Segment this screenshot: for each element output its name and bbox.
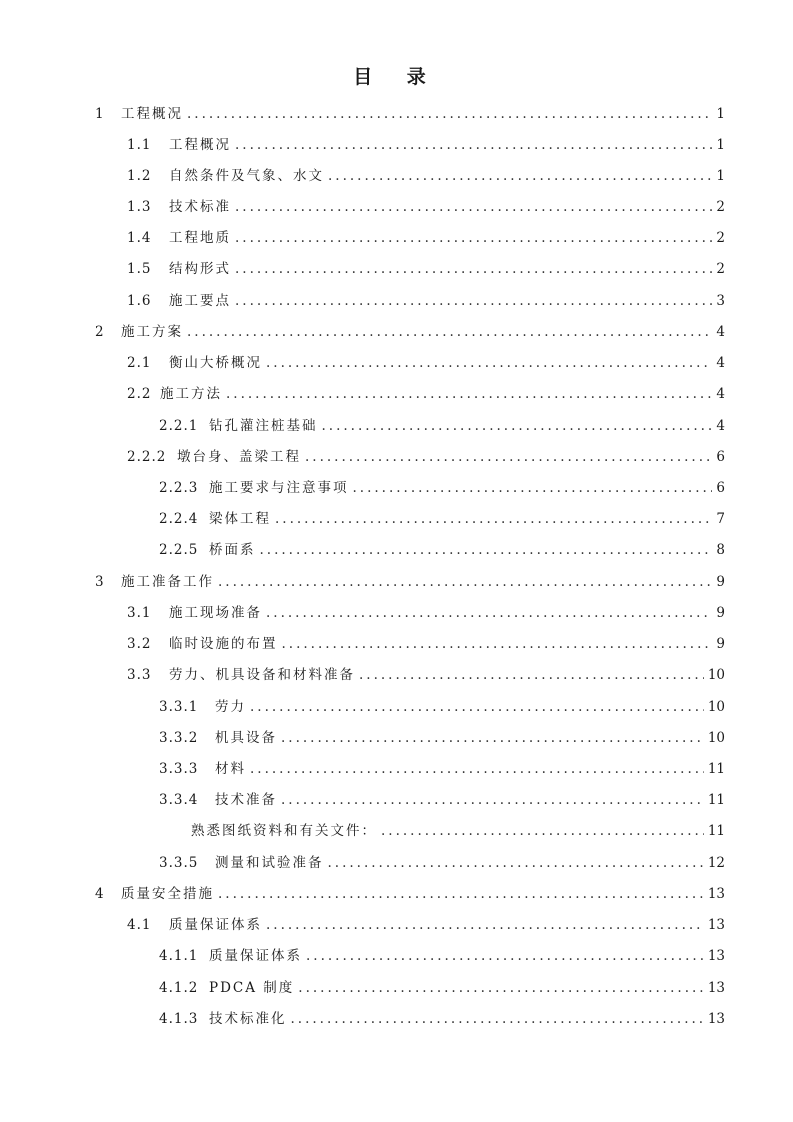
toc-entry-text: 质量安全措施	[121, 886, 214, 902]
toc-entry[interactable]	[127, 352, 725, 374]
toc-leader-dots	[218, 571, 712, 593]
toc-entry[interactable]	[159, 1008, 725, 1030]
toc-entry-text: 工程地质	[169, 230, 231, 246]
toc-entry[interactable]	[127, 134, 725, 156]
toc-entry-number: 3.3.2	[159, 730, 199, 746]
toc-entry-text: 施工现场准备	[169, 605, 262, 621]
toc-entry-text: 施工方案	[121, 324, 183, 340]
toc-entry-text: 梁体工程	[209, 511, 271, 527]
toc-entry-page: 1	[716, 168, 725, 184]
toc-entry-page: 10	[707, 699, 725, 715]
toc-entry-page: 2	[716, 230, 725, 246]
toc-entry[interactable]	[159, 945, 725, 967]
toc-leader-dots	[275, 508, 712, 530]
toc-entry-number: 2.2.2	[127, 449, 167, 465]
toc-entry-text: 结构形式	[169, 261, 231, 277]
toc-entry[interactable]	[159, 539, 725, 561]
toc-entry-text: 工程概况	[121, 106, 183, 122]
toc-entry-number: 3.1	[127, 605, 152, 621]
toc-entry-text: 施工要点	[169, 293, 231, 309]
toc-leader-dots	[235, 290, 712, 312]
toc-entry-number: 3.2	[127, 636, 152, 652]
toc-entry-number: 3.3.5	[159, 855, 199, 871]
toc-entry-text: 质量保证体系	[209, 948, 302, 964]
toc-leader-dots	[282, 633, 713, 655]
toc-leader-dots	[381, 820, 704, 842]
toc-entry[interactable]	[159, 852, 725, 874]
toc-entry-text: 质量保证体系	[169, 917, 262, 933]
toc-entry-page: 13	[707, 1011, 725, 1027]
toc-entry-number: 4	[95, 886, 105, 902]
toc-leader-dots	[305, 446, 712, 468]
toc-entry-page: 13	[707, 948, 725, 964]
toc-entry-page: 11	[707, 823, 725, 839]
toc-entry-page: 4	[716, 355, 725, 371]
toc-leader-dots	[298, 977, 704, 999]
toc-entry-text: 钻孔灌注桩基础	[209, 418, 318, 434]
toc-entry[interactable]	[127, 290, 725, 312]
toc-entry-text: 技术标准	[169, 199, 231, 215]
toc-entry-text: 桥面系	[209, 542, 256, 558]
toc-entry-text: 机具设备	[215, 730, 277, 746]
toc-leader-dots	[250, 696, 704, 718]
toc-entry-number: 1.2	[127, 168, 152, 184]
toc-entry[interactable]	[95, 103, 725, 125]
toc-entry-page: 9	[716, 605, 725, 621]
toc-entry-number: 2.2.3	[159, 480, 199, 496]
toc-leader-dots	[226, 383, 712, 405]
toc-entry-text: 劳力	[215, 699, 246, 715]
toc-entry-page: 7	[716, 511, 725, 527]
toc-entry[interactable]	[127, 914, 725, 936]
toc-entry-text: 技术准备	[215, 792, 277, 808]
toc-entry-text: 测量和试验准备	[215, 855, 324, 871]
toc-entry[interactable]	[127, 227, 725, 249]
toc-leader-dots	[322, 415, 713, 437]
toc-entry-text: 施工方法	[160, 386, 222, 402]
toc-entry[interactable]	[159, 789, 725, 811]
toc-entry-number: 2.2.5	[159, 542, 199, 558]
toc-entry-number: 1.5	[127, 261, 152, 277]
toc-entry-text: 墩台身、盖梁工程	[177, 449, 301, 465]
toc-entry[interactable]	[127, 165, 725, 187]
toc-entry-text: 临时设施的布置	[169, 636, 278, 652]
toc-entry[interactable]	[159, 758, 725, 780]
toc-entry-page: 4	[716, 418, 725, 434]
toc-entry-number: 3.3.1	[159, 699, 199, 715]
toc-entry-text: 技术标准化	[209, 1011, 287, 1027]
toc-leader-dots	[235, 227, 712, 249]
toc-leader-dots	[281, 727, 704, 749]
toc-entry-number: 4.1.3	[159, 1011, 199, 1027]
toc-entry-page: 1	[716, 137, 725, 153]
toc-entry-page: 11	[707, 792, 725, 808]
toc-entry[interactable]	[159, 977, 725, 999]
toc-entry-page: 10	[707, 730, 725, 746]
toc-entry[interactable]	[95, 571, 725, 593]
toc-entry-page: 2	[716, 199, 725, 215]
toc-entry-number: 1.1	[127, 137, 152, 153]
toc-entry[interactable]	[95, 883, 725, 905]
toc-entry-page: 4	[716, 386, 725, 402]
toc-entry-number: 2.2	[127, 386, 152, 402]
toc-entry-page: 8	[716, 542, 725, 558]
toc-entry-number: 4.1.1	[159, 948, 199, 964]
toc-entry-number: 2.1	[127, 355, 152, 371]
toc-entry-page: 13	[707, 886, 725, 902]
toc-entry[interactable]	[127, 602, 725, 624]
toc-entry[interactable]	[127, 664, 725, 686]
toc-leader-dots	[266, 914, 704, 936]
toc-leader-dots	[266, 352, 712, 374]
toc-entry-text: 劳力、机具设备和材料准备	[169, 667, 355, 683]
toc-entry-page: 3	[716, 293, 725, 309]
toc-entry-text: 材料	[215, 761, 246, 777]
toc-entry-text: 自然条件及气象、水文	[169, 168, 324, 184]
toc-entry-number: 1.4	[127, 230, 152, 246]
toc-entry[interactable]	[191, 820, 725, 842]
toc-entry-number: 3	[95, 574, 105, 590]
toc-entry-number: 3.3.4	[159, 792, 199, 808]
toc-leader-dots	[328, 165, 712, 187]
toc-leader-dots	[250, 758, 704, 780]
toc-entry[interactable]	[159, 727, 725, 749]
toc-entry-page: 6	[716, 449, 725, 465]
toc-entry-number: 2.2.1	[159, 418, 199, 434]
toc-entry[interactable]	[127, 258, 725, 280]
toc-entry-number: 4.1	[127, 917, 152, 933]
toc-leader-dots	[260, 539, 713, 561]
toc-leader-dots	[359, 664, 704, 686]
toc-entry-number: 3.3	[127, 667, 152, 683]
toc-entry-number: 3.3.3	[159, 761, 199, 777]
toc-entry[interactable]	[127, 383, 725, 405]
toc-leader-dots	[353, 477, 713, 499]
toc-entry[interactable]	[127, 446, 725, 468]
toc-leader-dots	[306, 945, 704, 967]
toc-entry[interactable]	[159, 477, 725, 499]
toc-entry-page: 11	[707, 761, 725, 777]
toc-entry-page: 4	[716, 324, 725, 340]
toc-entry-number: 1	[95, 106, 105, 122]
toc-entry-number: 2.2.4	[159, 511, 199, 527]
toc-entry-text: 施工要求与注意事项	[209, 480, 349, 496]
toc-entry-text: PDCA 制度	[209, 980, 295, 996]
toc-entry-text: 施工准备工作	[121, 574, 214, 590]
toc-leader-dots	[235, 134, 712, 156]
toc-entry-text: 工程概况	[169, 137, 231, 153]
toc-entry-text: 衡山大桥概况	[169, 355, 262, 371]
toc-entry-page: 13	[707, 980, 725, 996]
toc-leader-dots	[187, 103, 712, 125]
toc-entry[interactable]	[159, 508, 725, 530]
toc-entry-page: 9	[716, 574, 725, 590]
toc-leader-dots	[281, 789, 704, 811]
toc-leader-dots	[266, 602, 712, 624]
toc-entry-text: 熟悉图纸资料和有关文件：	[191, 823, 377, 839]
toc-title: 目 录	[353, 66, 440, 88]
toc-entry-page: 2	[716, 261, 725, 277]
toc-entry[interactable]	[127, 633, 725, 655]
toc-leader-dots	[235, 258, 712, 280]
toc-entry-page: 12	[707, 855, 725, 871]
toc-entry[interactable]	[159, 415, 725, 437]
toc-leader-dots	[291, 1008, 704, 1030]
toc-entry-number: 1.6	[127, 293, 152, 309]
toc-entry-page: 1	[716, 106, 725, 122]
toc-entry[interactable]	[159, 696, 725, 718]
toc-entry[interactable]	[127, 196, 725, 218]
toc-leader-dots	[187, 321, 712, 343]
toc-leader-dots	[218, 883, 704, 905]
toc-entry-page: 6	[716, 480, 725, 496]
toc-entry-page: 10	[707, 667, 725, 683]
toc-entry-page: 13	[707, 917, 725, 933]
toc-leader-dots	[235, 196, 712, 218]
toc-entry[interactable]	[95, 321, 725, 343]
toc-entry-page: 9	[716, 636, 725, 652]
toc-entry-number: 1.3	[127, 199, 152, 215]
toc-entry-number: 4.1.2	[159, 980, 199, 996]
toc-leader-dots	[328, 852, 704, 874]
toc-entry-number: 2	[95, 324, 105, 340]
